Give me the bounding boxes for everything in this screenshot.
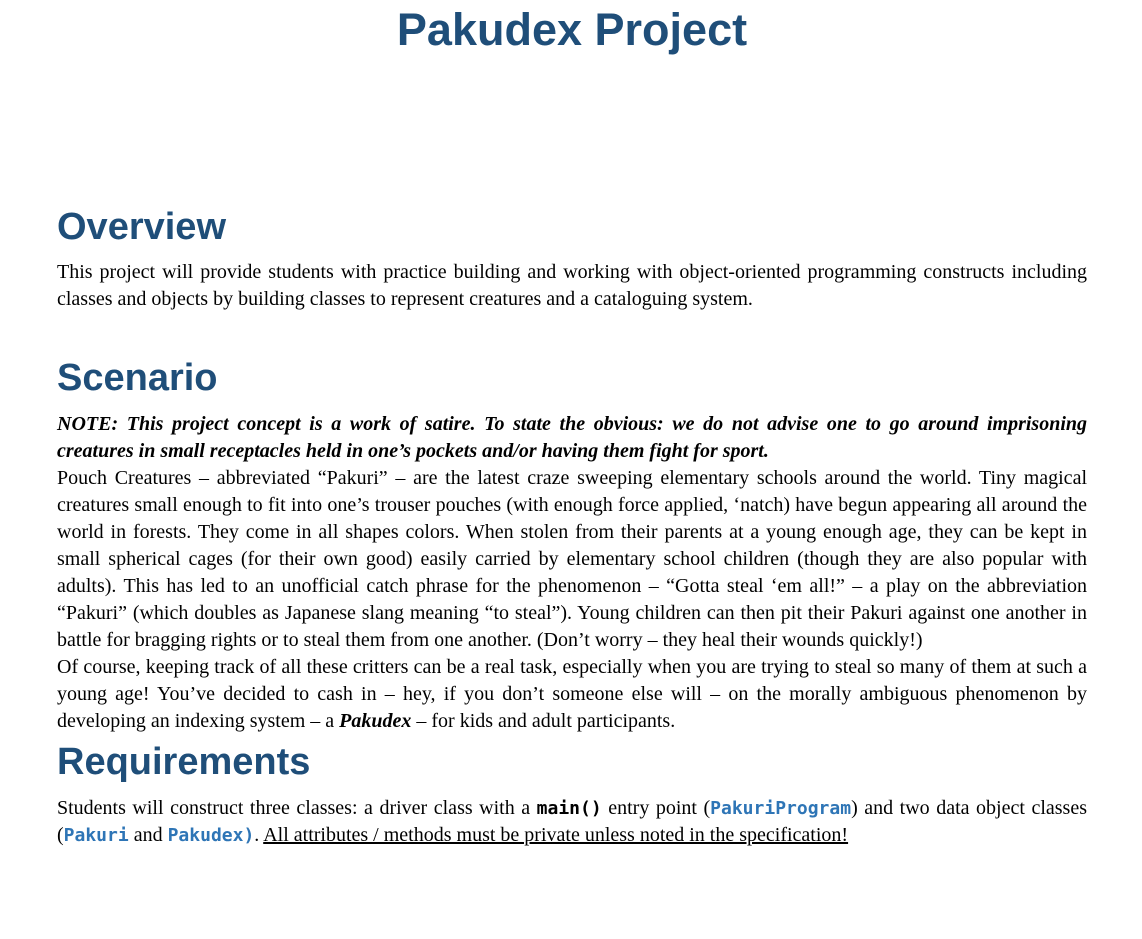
code-pakuri: Pakuri <box>63 824 129 846</box>
text-run: entry point ( <box>601 796 711 819</box>
requirements-underline-text: All attributes / methods must be private unless noted in the specification! <box>263 823 849 846</box>
section-requirements <box>57 741 1087 849</box>
text-run: Of course, keeping track of all these critters can be a real task, especially when you are trying to steal so many of them at such a young age! You’ve decided to cash in – hey, if you don’t someone else will – on the morally ambiguous phenomenon by developing an indexing system – a <box>57 656 1087 733</box>
scenario-paragraph-2 <box>57 654 1087 735</box>
text-run: and <box>128 823 168 846</box>
requirements-paragraph <box>57 795 1087 849</box>
code-pakuriprogram: PakuriProgram <box>710 797 852 819</box>
scenario-note: NOTE: This project concept is a work of satire. To state the obvious: we do not advise one to go around imprisoning creatures in small receptacles held in one’s pockets and/or having them fight for sport. <box>57 413 1087 463</box>
overview-paragraph: This project will provide students with practice building and working with object-oriented programming constructs including classes and objects by building classes to represent creatures and a cataloguing system. <box>57 261 1087 311</box>
overview-heading: Overview <box>57 205 226 248</box>
scenario-heading: Scenario <box>57 357 218 400</box>
text-run: Students will construct three classes: a driver class with a <box>57 796 537 819</box>
text-run: – for kids and adult participants. <box>411 710 676 733</box>
text-run: . <box>254 823 264 846</box>
document-title: Pakudex Project <box>396 4 748 55</box>
section-overview <box>57 206 1087 314</box>
requirements-heading: Requirements <box>57 741 311 784</box>
section-scenario <box>57 357 1087 735</box>
code-pakudex: Pakudex) <box>167 824 255 846</box>
code-main: main() <box>536 797 602 819</box>
scenario-paragraph-1: Pouch Creatures – abbreviated “Pakuri” – are the latest craze sweeping elementary schools around the world. Tiny magical creatures small enough to fit into one’s trouser pouches (with enough force applied, ‘natch) have begun appearing all around the world in forests. They come in all shapes colors. When stolen from their parents at a young enough age, they can be kept in small spherical cages (for their own good) easily carried by elementary school children (though they are also popular with adults). This has led to an unofficial catch phrase for the phenomenon – “Gotta steal ‘em all!” – a play on the abbreviation “Pakuri” (which doubles as Japanese slang meaning “to steal”). Young children can then pit their Pakuri against one another in battle for bragging rights or to steal them from one another. (Don’t worry – they heal their wounds quickly!) <box>57 467 1087 652</box>
text-run: ) and two data object classes ( <box>57 796 1087 846</box>
pakudex-emphasis: Pakudex <box>339 710 412 733</box>
